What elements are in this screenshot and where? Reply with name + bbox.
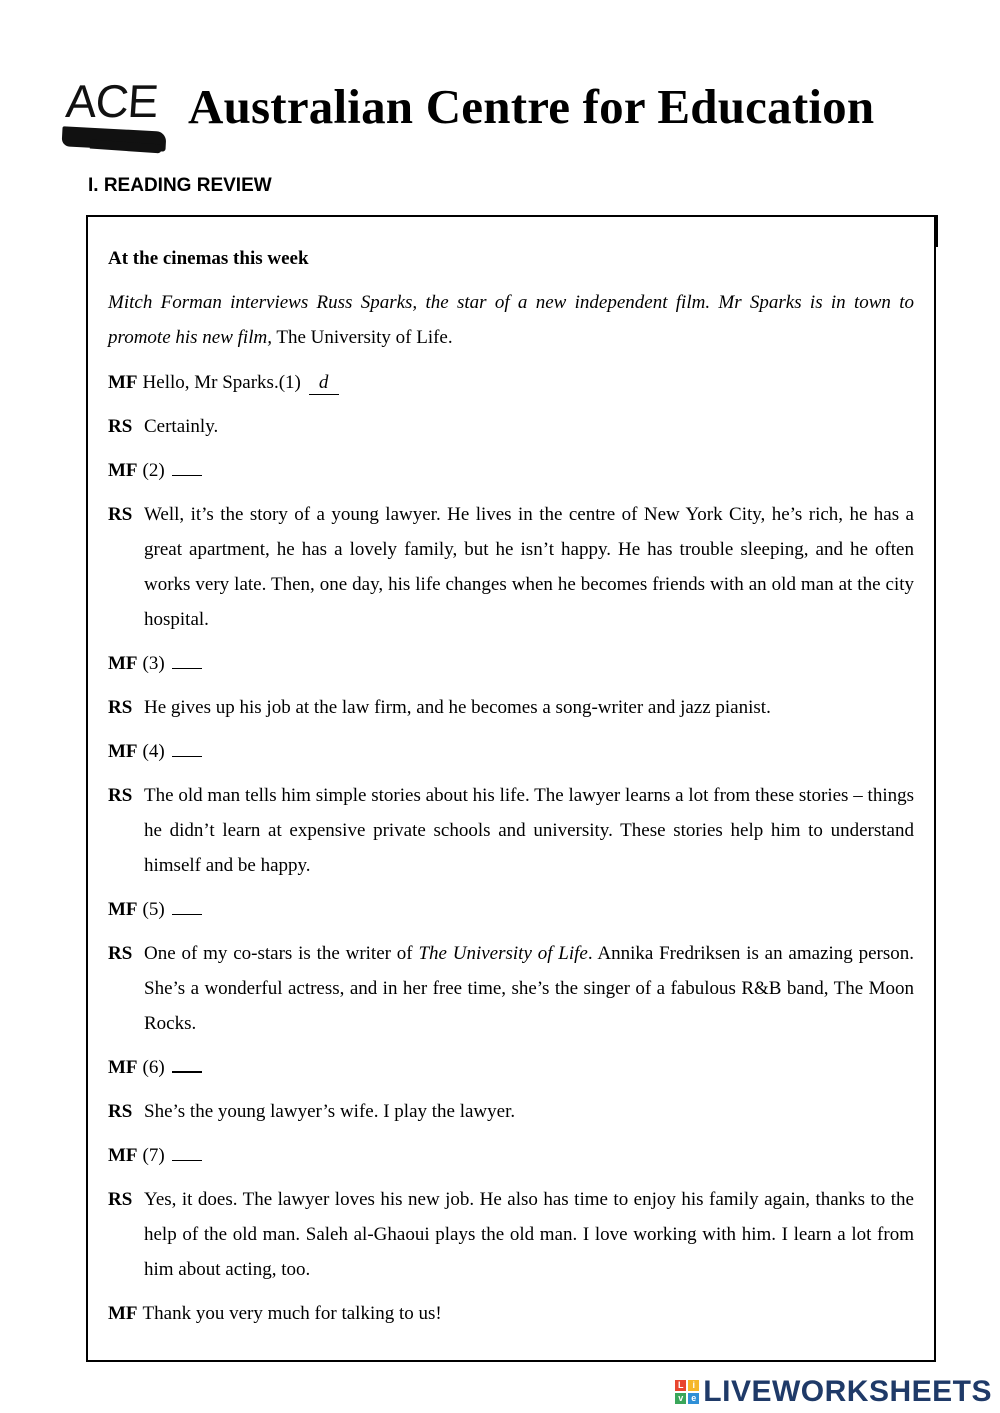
dialogue-text [138,1138,914,1173]
dialogue-line [108,453,914,488]
dialogue-line [108,365,914,400]
dialogue-line [108,1296,914,1331]
dialogue-text [138,646,914,681]
section-title: I. READING REVIEW [88,175,272,196]
dialogue-text [138,734,914,769]
liveworksheets-watermark [675,1375,992,1409]
answer-field-5[interactable] [172,894,202,915]
speaker-label: MF [108,899,138,920]
article-intro [108,285,914,355]
dialogue-text [138,365,914,400]
speaker-label: MF [108,1057,138,1078]
dialogue-text: Well, it’s the story of a young lawyer. He lives in the centre of New York City, he’s rich, he has a great apartment, he has a lovely family, but he isn’t happy. He has trouble sleeping, and he often works very late. Then, one day, his life changes when he becomes friends with an old man at the city hospital. [144,504,914,630]
dialogue-line [108,892,914,927]
speaker-label: MF [108,1303,138,1324]
answer-field-1[interactable]: d [309,372,339,395]
dialogue-text: Yes, it does. The lawyer loves his new job. He also has time to enjoy his family again, thanks to the help of the old man. Saleh al-Ghaoui plays the old man. I love working with him. I learn a lot from him about acting, too. [144,1189,914,1280]
question-number: (6) [142,1057,165,1078]
text-after: . Annika Fredriksen is an amazing person. She’s a wonderful actress, and in her free time, she’s the singer of a fabulous R&B band, The Moon Rocks. [144,943,914,1034]
question-number: (3) [142,653,165,674]
speaker-label: RS [108,1189,133,1210]
speaker-label: MF [108,372,138,393]
answer-field-3[interactable] [172,648,202,669]
dialogue-line [108,778,914,883]
dialogue-text: He gives up his job at the law firm, and he becomes a song-writer and jazz pianist. [144,697,771,718]
ace-logo [60,72,170,157]
question-text: Hello, Mr Sparks.(1) [142,372,301,393]
dialogue-line [108,690,914,725]
dialogue-text [144,936,914,1041]
organization-name: Australian Centre for Education [188,79,875,134]
watermark-text: LIVEWORKSHEETS [703,1375,992,1408]
question-number: (7) [142,1145,165,1166]
speaker-label: RS [108,697,133,718]
dialogue-line [108,734,914,769]
dialogue-line [108,936,914,1041]
reading-content [108,241,914,1340]
speaker-label: RS [108,416,133,437]
answer-field-6[interactable] [172,1051,202,1073]
dialogue-text: She’s the young lawyer’s wife. I play the lawyer. [144,1101,516,1122]
dialogue-line [108,409,914,444]
dialogue-text [138,453,914,488]
question-number: (5) [142,899,165,920]
dialogue-line [108,1182,914,1287]
speaker-label: MF [108,653,138,674]
intro-italic: Mitch Forman interviews Russ Sparks, the star of a new independent film. Mr Sparks is in town to promote his new film, [108,292,914,348]
speaker-label: RS [108,1101,133,1122]
question-number: (2) [142,460,165,481]
speaker-label: RS [108,943,133,964]
article-title: At the cinemas this week [108,248,309,269]
dialogue-line [108,1050,914,1085]
answer-field-2[interactable] [172,455,202,476]
speaker-label: MF [108,1145,138,1166]
dialogue-line [108,646,914,681]
text-before: One of my co-stars is the writer of [144,943,413,964]
dialogue-text [138,1050,914,1085]
box-border-accent [935,215,938,247]
dialogue-text: The old man tells him simple stories about his life. The lawyer learns a lot from these stories – things he didn’t learn at expensive private schools and university. These stories help him to understand himself and be happy. [144,785,914,876]
answer-field-7[interactable] [172,1140,202,1161]
logo-text: ACE [64,75,160,127]
speaker-label: MF [108,460,138,481]
dialogue-line [108,1138,914,1173]
logo-tile-e: e [688,1393,699,1404]
dialogue-line [108,1094,914,1129]
dialogue-text: Thank you very much for talking to us! [142,1303,442,1324]
answer-field-4[interactable] [172,736,202,757]
liveworksheets-logo-icon [675,1380,699,1404]
document-header [60,72,960,162]
speaker-label: MF [108,741,138,762]
intro-end: . [447,327,453,348]
question-number: (4) [142,741,165,762]
film-title: The University of Life [418,943,588,964]
dialogue-text: Certainly. [144,416,219,437]
speaker-label: RS [108,504,133,525]
dialogue-text [138,892,914,927]
logo-tile-i: i [688,1380,699,1391]
dialogue-line [108,497,914,637]
logo-tile-v: v [675,1393,686,1404]
intro-film-title: The University of Life [276,327,448,348]
speaker-label: RS [108,785,133,806]
logo-tile-l: L [675,1380,686,1391]
